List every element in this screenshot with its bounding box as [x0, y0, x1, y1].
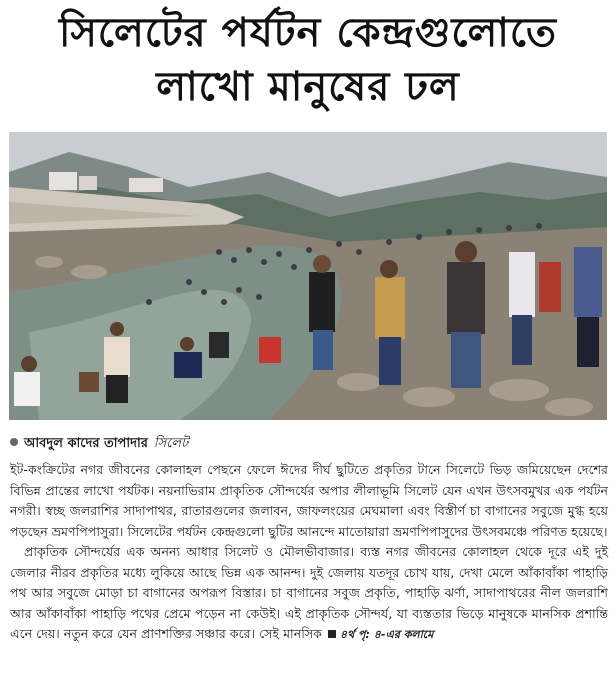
headline-line-1: সিলেটের পর্যটন কেন্দ্রগুলোতে: [59, 10, 557, 56]
bullet-dot-icon: [10, 438, 18, 446]
crowd-at-river-photo-icon: [9, 132, 607, 420]
article-paragraph-2-text: প্রাকৃতিক সৌন্দর্যের এক অনন্য আধার সিলেট ও মৌলভীবাজার। ব্যস্ত নগর জীবনের কোলাহল থেকে দূরে এই দুই জেলার নীরব প্রকৃতির মধ্যে লুকিয়ে আছে ভিন্ন এক আনন্দ। দুই জেলায় যতদূর চোখ যায়, দেখা মেলে আঁকাবাঁকা পাহাড়ি পথ আর সবুজে মোড়া চা বাগানের অপরূপ বিস্তার। চা বাগানের সবুজ প্রকৃতি, পাহাড়ি ঝর্ণা, সাদাপাথরের নীল জলরাশি আর আঁকাবাঁকা পাহাড়ি পথের প্রেমে পড়েন না কেউই। এই প্রাকৃতিক সৌন্দর্য, যা ব্যস্ততার ভিড়ে মানুষকে মানসিক প্রশান্তি এনে দেয়। নতুন করে যেন প্রাণশক্তির সঞ্চার করে। সেই মানসিক: [10, 544, 608, 641]
byline: [10, 435, 188, 453]
byline-location: সিলেট: [153, 436, 189, 451]
continuation-note: [322, 628, 433, 641]
news-photo: [9, 132, 607, 420]
byline-author: আবদুল কাদের তাপাদার: [24, 436, 148, 451]
article-body: [10, 460, 608, 646]
headline: [0, 6, 616, 114]
continuation-text: ৪র্থ পৃ: ৪-এর কলামে: [339, 628, 434, 641]
headline-line-2: লাখো মানুষের ঢল: [156, 64, 460, 110]
square-bullet-icon: [328, 630, 336, 638]
article-paragraph-2: [10, 542, 608, 646]
article-paragraph-1: ইট-কংক্রিটের নগর জীবনের কোলাহল পেছনে ফেলে ঈদের দীর্ঘ ছুটিতে প্রকৃতির টানে সিলেটে ভিড় জমিয়েছেন দেশের বিভিন্ন প্রান্তের লাখো পর্যটক। নয়নাভিরাম প্রাকৃতিক সৌন্দর্যের অপার লীলাভূমি সিলেট যেন এখন উৎসবমুখর এক পর্যটন নগরী। স্বচ্ছ জলরাশির সাদাপাথর, রাতারগুলের জলাবন, জাফলংয়ের মেঘমালা এবং বিস্তীর্ণ চা বাগানের সবুজে মুগ্ধ হয়ে পড়ছেন ভ্রমণপিপাসুরা। সিলেটের পর্যটন কেন্দ্রগুলো ছুটির আনন্দে মাতোয়ারা ভ্রমণপিপাসুদের উৎসবমঞ্চে পরিণত হয়েছে।: [10, 462, 608, 539]
